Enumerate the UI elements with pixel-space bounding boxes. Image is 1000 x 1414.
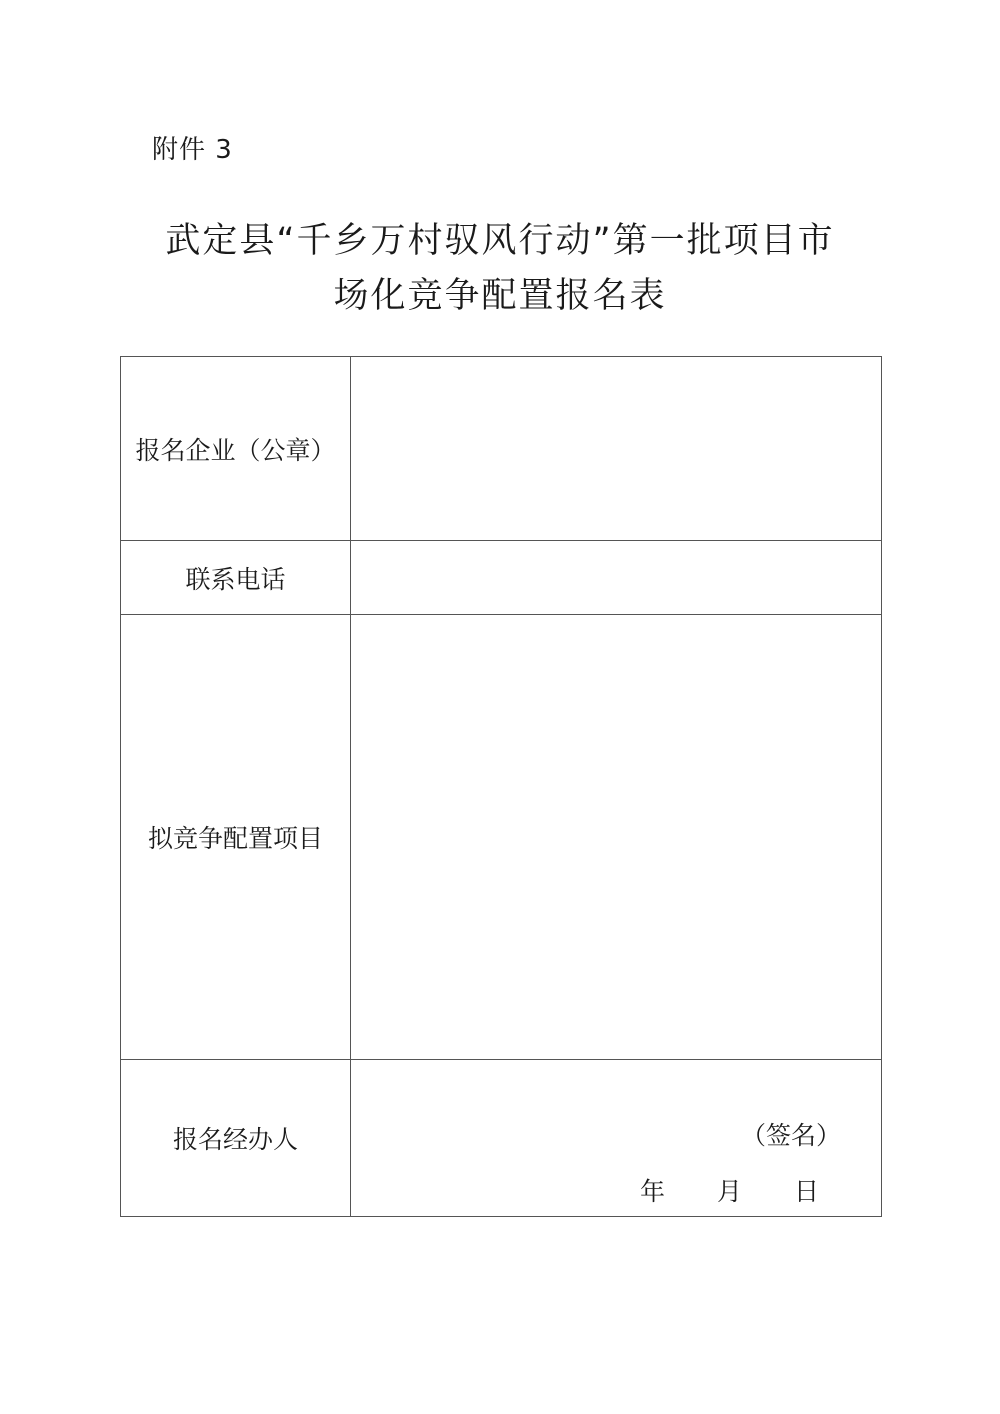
document-title-line-2: 场化竞争配置报名表 bbox=[333, 276, 667, 316]
date-line bbox=[640, 1172, 819, 1208]
phone-label: 联系电话 bbox=[121, 541, 351, 615]
company-value-cell[interactable] bbox=[351, 357, 882, 541]
date-day-label: 日 bbox=[793, 1177, 819, 1206]
date-year-label: 年 bbox=[639, 1177, 665, 1206]
attachment-label: 附件 3 bbox=[152, 135, 233, 165]
agent-row bbox=[121, 1060, 882, 1217]
signature-label: （签名） bbox=[740, 1121, 841, 1150]
company-row bbox=[121, 357, 882, 541]
agent-signature-area bbox=[351, 1060, 881, 1216]
phone-value-cell[interactable] bbox=[351, 541, 882, 615]
registration-form-table bbox=[120, 356, 882, 1217]
company-label: 报名企业（公章） bbox=[121, 357, 351, 541]
agent-label: 报名经办人 bbox=[121, 1060, 351, 1217]
date-month-label: 月 bbox=[716, 1177, 742, 1206]
agent-value-cell[interactable] bbox=[351, 1060, 882, 1217]
document-title bbox=[100, 214, 900, 324]
document-title-line-1: 武定县“千乡万村驭风行动”第一批项目市 bbox=[165, 221, 835, 261]
phone-row bbox=[121, 541, 882, 615]
project-label: 拟竞争配置项目 bbox=[121, 615, 351, 1060]
project-row bbox=[121, 615, 882, 1060]
project-value-cell[interactable] bbox=[351, 615, 882, 1060]
